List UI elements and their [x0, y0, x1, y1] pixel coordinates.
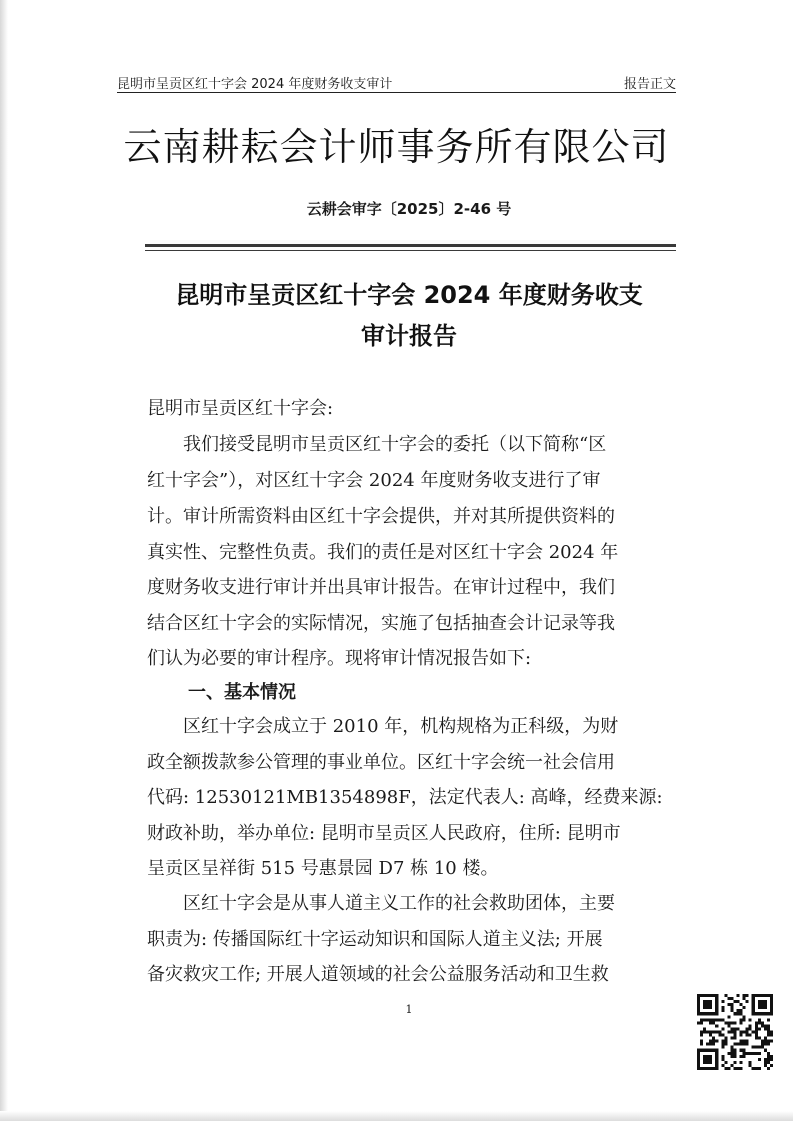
section-heading: 一、基本情况 [188, 682, 296, 703]
report-title-line-1: 昆明市呈贡区红十字会 2024 年度财务收支 [175, 281, 643, 309]
body-line: 真实性、完整性负责。我们的责任是对区红十字会 2024 年 [147, 542, 619, 563]
body-line: 呈贡区呈祥街 515 号惠景园 D7 栋 10 楼。 [147, 858, 499, 879]
body-line: 区红十字会是从事人道主义工作的社会救助团体，主要 [147, 893, 615, 914]
body-line: 红十字会”），对区红十字会 2024 年度财务收支进行了审 [147, 470, 601, 491]
qr-code-icon [697, 994, 773, 1070]
firm-name: 云南耕耘会计师事务所有限公司 [123, 125, 670, 169]
page-number: 1 [405, 1003, 413, 1016]
body-line: 政全额拨款参公管理的事业单位。区红十字会统一社会信用 [147, 752, 615, 773]
body-line: 备灾救灾工作; 开展人道领域的社会公益服务活动和卫生救 [147, 964, 609, 985]
body-line: 财政补助，举办单位: 昆明市呈贡区人民政府，住所: 昆明市 [147, 823, 621, 844]
body-line: 结合区红十字会的实际情况，实施了包括抽查会计记录等我 [147, 613, 615, 634]
title-divider-thin [145, 250, 676, 251]
header-section-label: 报告正文 [623, 77, 676, 92]
report-title-line-2: 审计报告 [361, 322, 457, 350]
running-header [117, 70, 676, 92]
body-line: 代码: 12530121MB1354898F，法定代表人: 高峰，经费来源: [147, 787, 663, 808]
body-line: 度财务收支进行审计并出具审计报告。在审计过程中，我们 [147, 577, 615, 598]
body-line: 们认为必要的审计程序。现将审计情况报告如下: [147, 648, 532, 669]
salutation: 昆明市呈贡区红十字会: [147, 398, 334, 419]
body-line: 我们接受昆明市呈贡区红十字会的委托（以下简称“区 [147, 434, 607, 455]
body-line: 区红十字会成立于 2010 年，机构规格为正科级，为财 [147, 716, 619, 737]
header-divider [117, 92, 676, 93]
body-line: 职责为: 传播国际红十字运动知识和国际人道主义法; 开展 [147, 929, 603, 950]
scan-edge-bottom [0, 1111, 793, 1121]
report-number: 云耕会审字〔2025〕2-46 号 [306, 200, 512, 218]
body-line: 计。审计所需资料由区红十字会提供，并对其所提供资料的 [147, 506, 615, 527]
header-report-name: 昆明市呈贡区红十字会 2024 年度财务收支审计 [117, 77, 393, 92]
title-divider-thick [145, 244, 676, 247]
